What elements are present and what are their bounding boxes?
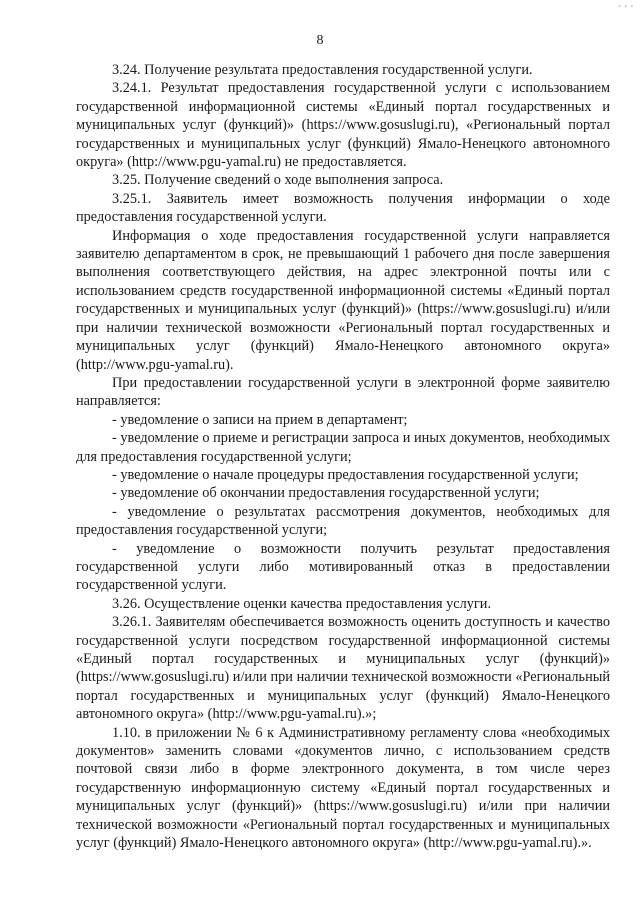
section-3-25-1-paragraph: 3.25.1. Заявитель имеет возможность получения информации о ходе предоставления государственной услуги.: [76, 190, 610, 226]
document-body: [76, 61, 610, 852]
list-item: - уведомление о начале процедуры предоставления государственной услуги;: [112, 466, 579, 483]
section-3-26-heading: 3.26. Осуществление оценки качества предоставления услуги.: [112, 595, 492, 612]
list-item: - уведомление о результатах рассмотрения документов, необходимых для предоставления государственной услуги;: [76, 503, 610, 539]
section-3-25-heading: 3.25. Получение сведений о ходе выполнения запроса.: [112, 172, 444, 189]
list-item: - уведомление о записи на прием в департамент;: [112, 411, 408, 428]
section-3-24-1-paragraph: 3.24.1. Результат предоставления государственной услуги с использованием государственной информационной системы «Единый портал государственных и муниципальных услуг (функций)» (https://www.gosuslugi.ru), «Региональный портал государственных и муниципальных услуг (функций) Ямало-Ненецкого автономного округа» (http://www.pgu-yamal.ru) не предоставляется.: [76, 80, 610, 171]
section-3-26-1-paragraph: 3.26.1. Заявителям обеспечивается возможность оценить доступность и качество государственной услуги посредством государственной информационной системы «Единый портал государственных и муниципальных услуг (функций)» (https://www.gosuslugi.ru) и/или при наличии технической возможности «Региональный портал государственных и муниципальных услуг (функций) Ямало-Ненецкого автономного округа» (http://www.pgu-yamal.ru).»;: [76, 614, 610, 723]
list-item: - уведомление об окончании предоставления государственной услуги;: [112, 485, 540, 502]
status-info-paragraph: Информация о ходе предоставления государственной услуги направляется заявителю департаментом в срок, не превышающий 1 рабочего дня после завершения выполнения соответствующего действия, на адрес электронной почты или с использованием средств государственной информационной системы «Единый портал государственных и муниципальных услуг (функций)» (https://www.gosuslugi.ru) и/или при наличии технической возможности «Региональный портал государственных и муниципальных услуг (функций) Ямало-Ненецкого автономного округа» (http://www.pgu-yamal.ru).: [76, 227, 610, 373]
amendment-1-10-paragraph: 1.10. в приложении № 6 к Административному регламенту слова «необходимых документов» заменить словами «документов лично, с использованием средств почтовой связи либо в форме электронного документа, в том числе через государственную информационную систему «Единый портал государственных и муниципальных услуг (функций)» (https://www.gosuslugi.ru) и/или при наличии технической возможности «Региональный портал государственных и муниципальных услуг (функций) Ямало-Ненецкого автономного округа» (http://www.pgu-yamal.ru).».: [76, 724, 610, 852]
electronic-form-intro: При предоставлении государственной услуги в электронной форме заявителю направляется:: [76, 374, 610, 410]
section-3-24-heading: 3.24. Получение результата предоставления государственной услуги.: [112, 62, 533, 78]
page-number: 8: [316, 33, 324, 48]
list-item: - уведомление о возможности получить результат предоставления государственной услуги либо мотивированный отказ в предоставлении государственной услуги.: [76, 540, 610, 594]
scan-corner-mark: ⸗ ⸗ ⸗: [618, 2, 634, 10]
list-item: - уведомление о приеме и регистрации запроса и иных документов, необходимых для предоставления государственной услуги;: [76, 430, 610, 465]
